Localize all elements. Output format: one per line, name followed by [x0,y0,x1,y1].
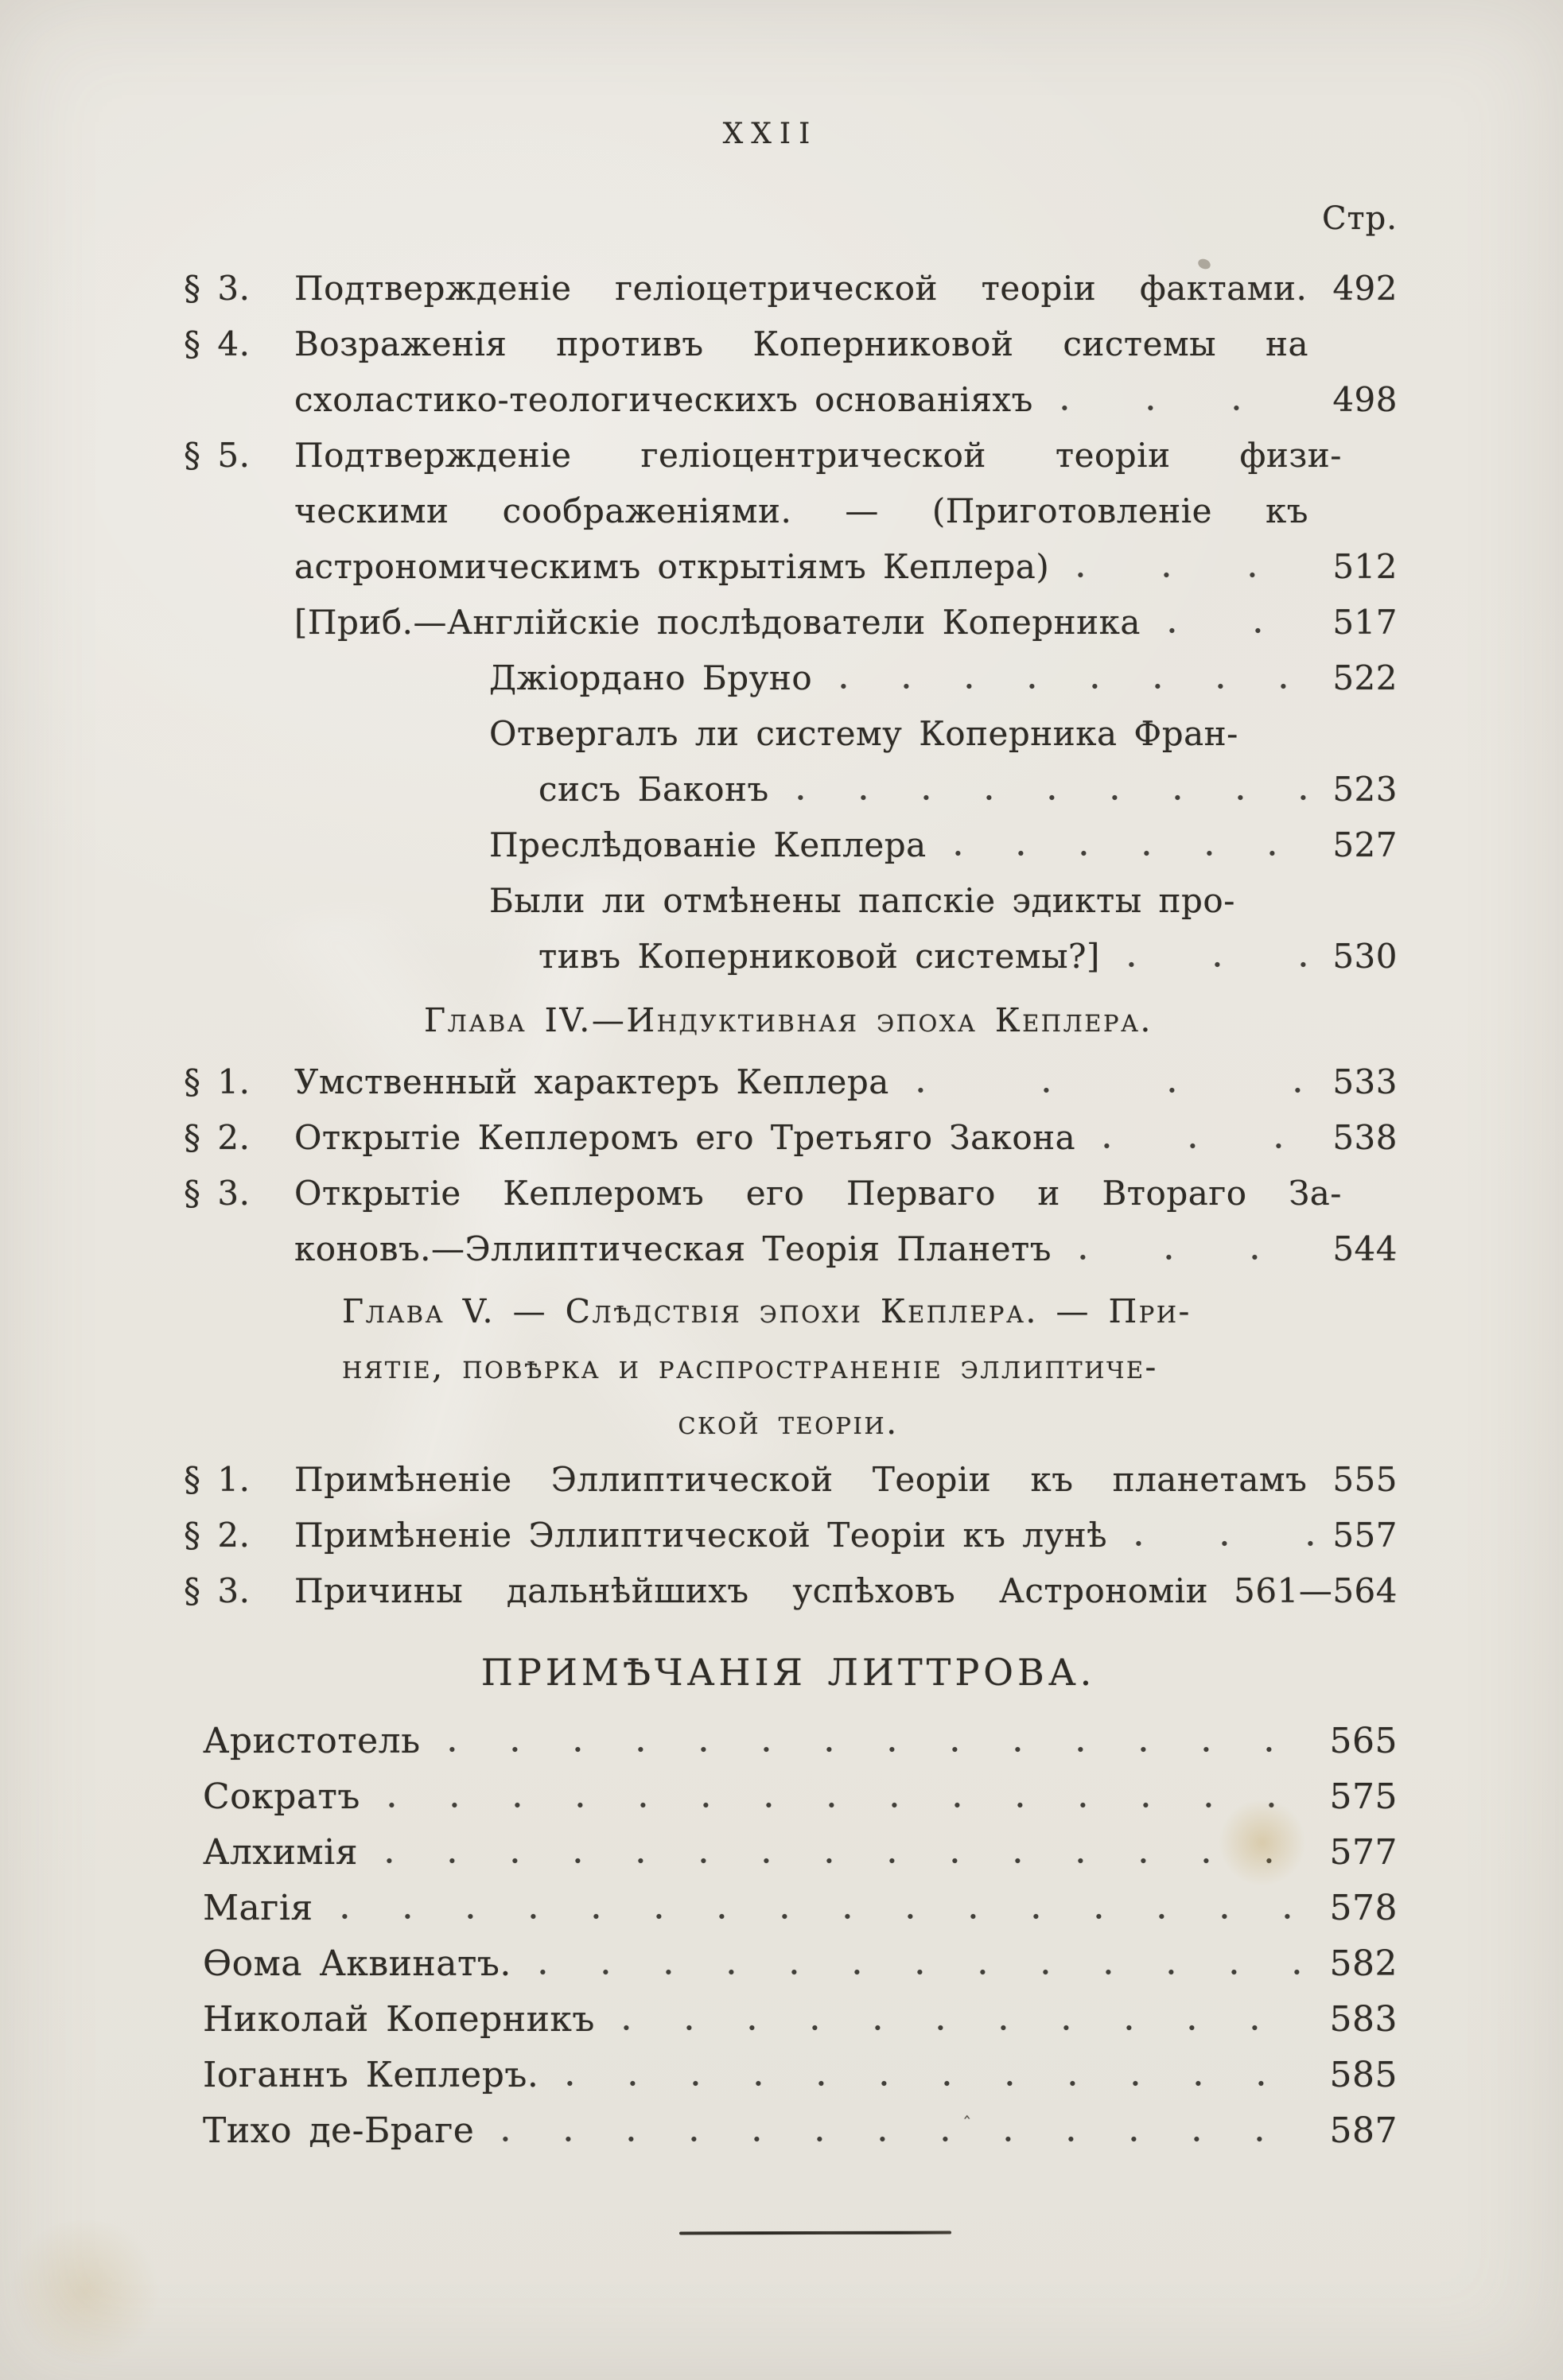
entry-title: Примѣненіе Эллиптической Теоріи къ лунѣ [294,1516,1108,1555]
note-entry-row [179,1721,1398,1776]
toc-entry-row [179,380,1398,436]
entry-title: Подтвержденіе геліоцетрической теоріи фактами. [294,269,1308,308]
entry-page-number: 544 [1332,1229,1398,1268]
toc-entry-row [179,770,1398,825]
entry-page-number: 523 [1332,770,1398,809]
entry-title: Причины дальнѣйшихъ успѣховъ Астрономіи [294,1571,1209,1610]
entry-page-number: 583 [1329,1999,1398,2040]
dot-leader [913,1087,1314,1093]
entry-marker: § 1. [184,1460,251,1499]
note-entry-row [179,2110,1398,2166]
note-entry-row [179,1776,1398,1832]
entry-page-number: 578 [1329,1888,1398,1928]
entry-title: Подтвержденіе геліоцентрической теоріи физи- [294,436,1342,475]
entry-page-number: 565 [1329,1721,1398,1761]
dot-leader [384,1802,1311,1808]
chapter-heading: Глава V. — Слѣдствія эпохи Кеплера. — При- [342,1292,1192,1330]
heading-row [179,1347,1398,1403]
note-entry-row [179,1999,1398,2055]
entry-page-number: 577 [1329,1832,1398,1873]
dot-leader [619,2025,1311,2031]
page-column-header: Стр. [1321,200,1398,237]
toc-entry-row [179,1062,1398,1118]
entry-title: Тихо де-Браге [203,2110,475,2151]
heading-row [179,1651,1398,1721]
toc-entry-row [179,714,1398,770]
dot-leader [1131,1540,1313,1547]
entry-title: Ѳома Аквинатъ. [203,1943,511,1984]
chapter-heading: Глава IV.—Индуктивная эпоха Кеплера. [424,1001,1153,1039]
entry-marker: § 3. [184,269,251,308]
entry-title: Умственный характеръ Кеплера [294,1062,889,1101]
entry-title: Алхимія [203,1832,358,1873]
entry-page-number: 582 [1329,1943,1398,1984]
toc-entry-row [179,547,1398,603]
entry-title: Примѣненіе Эллиптической Теоріи къ планетамъ [294,1460,1308,1499]
toc-entry-row [179,1174,1398,1229]
toc-entry-row [179,1229,1398,1285]
entry-title: тивъ Коперниковой системы?] [538,937,1100,976]
entry-page-number: 533 [1332,1062,1398,1101]
entry-marker: § 3. [184,1571,251,1610]
toc-entry-row [179,1118,1398,1174]
entry-marker: § 2. [184,1516,251,1555]
entry-title: Джіордано Бруно [489,658,813,697]
entry-title: Сократъ [203,1776,360,1817]
entry-title: Возраженія противъ Коперниковой системы на [294,324,1308,363]
chapter-heading: ской теоріи. [678,1404,899,1442]
dot-leader [1057,405,1314,411]
dot-leader [1164,627,1313,634]
heading-row [179,1000,1398,1062]
entry-page-number: 587 [1329,2110,1398,2151]
note-entry-row [179,1888,1398,1943]
dot-leader [951,850,1314,856]
entry-page-number: 492 [1332,269,1398,308]
entry-title: астрономическимъ открытіямъ Кеплера) [294,547,1050,586]
dot-leader [535,1969,1311,1975]
entry-page-number: 575 [1329,1776,1398,1817]
entry-page-number: 561—564 [1234,1571,1398,1610]
entry-marker: § 2. [184,1118,251,1157]
entry-title: Николай Коперникъ [203,1999,595,2040]
entry-page-number: 527 [1332,825,1398,864]
toc-entry-row [179,436,1398,491]
heading-row [179,1403,1398,1460]
paper-stain [2,2220,169,2363]
paper-speck: ‸ [964,2099,970,2119]
note-entry-row [179,1943,1398,1999]
toc-entry-row [179,1571,1398,1627]
toc-entry-row [179,658,1398,714]
dot-leader [1099,1143,1313,1149]
chapter-heading: нятіе, повѣрка и распространеніе эллиптиче- [342,1348,1158,1386]
toc-entry-row [179,269,1398,324]
dot-leader [562,2080,1310,2087]
entry-title: коновъ.—Эллиптическая Теорія Планетъ [294,1229,1052,1268]
dot-leader [498,2136,1310,2142]
entry-title: сисъ Баконъ [538,770,769,809]
entry-page-number: 557 [1332,1516,1398,1555]
toc-entry-row [179,491,1398,547]
entry-title: Открытіе Кеплеромъ его Перваго и Втораго За- [294,1174,1342,1213]
page-folio-number: XXII [722,118,818,150]
dot-leader [382,1858,1311,1864]
entry-title: Аристотель [203,1721,421,1761]
toc-entry-row [179,1516,1398,1571]
entry-page-number: 498 [1332,380,1398,419]
dot-leader [1073,572,1313,578]
entry-title: Магія [203,1888,313,1928]
entry-title: ческими соображеніями. — (Приготовленіе къ [294,491,1308,530]
entry-title: схоластико-теологическихъ основаніяхъ [294,380,1033,419]
entry-page-number: 530 [1332,937,1398,976]
entry-page-number: 517 [1332,603,1398,642]
entry-title: Отвергалъ ли систему Коперника Фран- [489,714,1238,753]
toc-entry-row [179,825,1398,881]
toc-entry-row [179,881,1398,937]
paper-stain [1215,1796,1309,1889]
entry-title: Открытіе Кеплеромъ его Третьяго Закона [294,1118,1076,1157]
dot-leader [1075,1254,1313,1260]
toc-entry-row [179,937,1398,992]
dot-leader [1124,961,1313,968]
entry-page-number: 512 [1332,547,1398,586]
toc-entry-row [179,603,1398,658]
section-heading: ПРИМѢЧАНІЯ ЛИТТРОВА. [480,1651,1096,1694]
entry-title: Были ли отмѣнены папскіе эдикты про- [489,881,1235,920]
entry-marker: § 3. [184,1174,251,1213]
toc-entry-row [179,324,1398,380]
entry-page-number: 538 [1332,1118,1398,1157]
note-entry-row [179,2055,1398,2119]
dot-leader [445,1746,1311,1753]
entry-marker: § 5. [184,436,251,475]
entry-marker: § 4. [184,324,251,363]
toc-entry-row [179,1460,1398,1516]
entry-page-number: 555 [1332,1460,1398,1499]
dot-leader [793,794,1314,801]
entry-title: Преслѣдованіе Кеплера [489,825,927,864]
end-of-contents-rule [679,2231,951,2235]
table-of-contents [179,269,1398,2166]
dot-leader [836,683,1313,689]
dot-leader [337,1913,1311,1920]
heading-row [179,1291,1398,1347]
entry-page-number: 585 [1329,2055,1398,2095]
entry-title: [Приб.—Англійскіе послѣдователи Коперника [294,603,1141,642]
entry-marker: § 1. [184,1062,251,1101]
entry-page-number: 522 [1332,658,1398,697]
entry-title: Іоганнъ Кеплеръ. [203,2055,539,2095]
